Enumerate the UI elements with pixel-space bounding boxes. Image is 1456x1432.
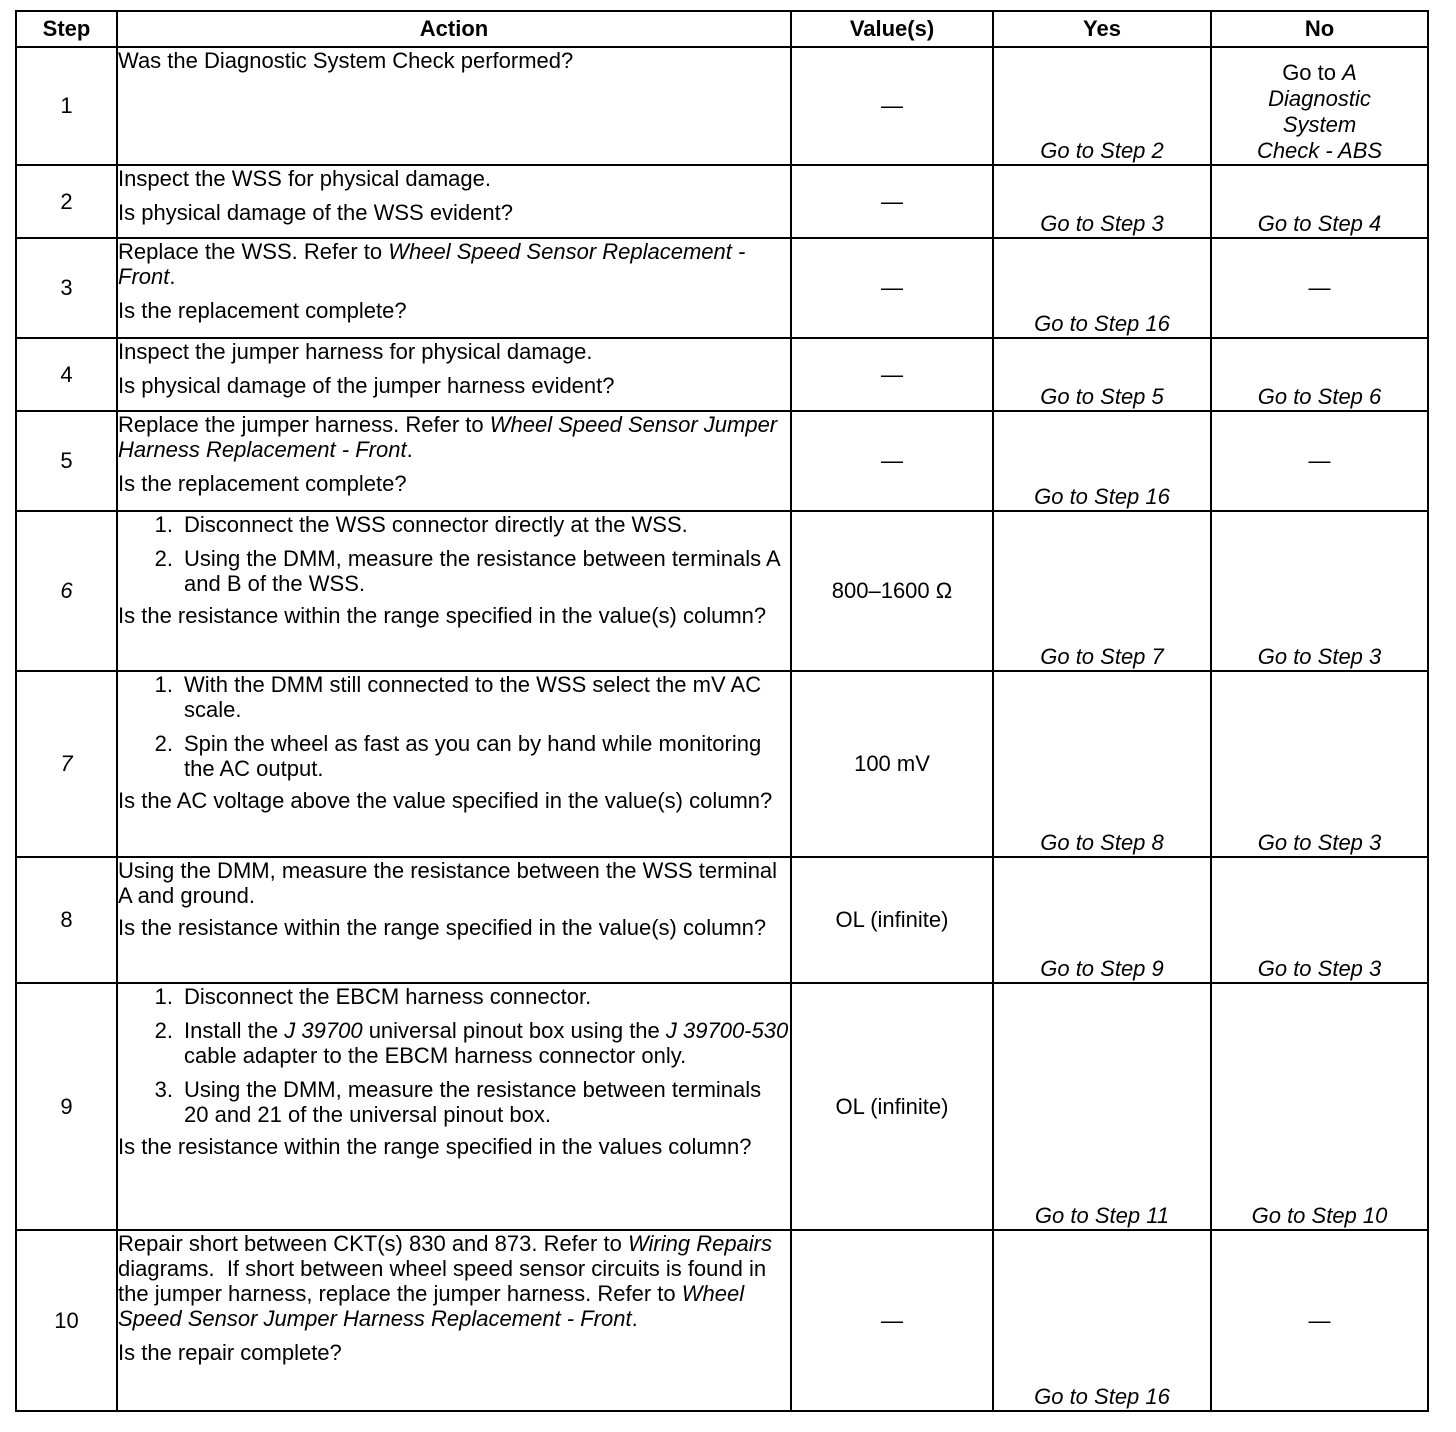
action-instruction: Inspect the WSS for physical damage. <box>118 166 491 191</box>
header-step: Step <box>16 11 117 47</box>
step-item-number: 1. <box>154 512 173 537</box>
no-cell: — <box>1211 1230 1428 1411</box>
step-item-text-part: Install the <box>184 1018 285 1043</box>
table-row <box>16 411 1428 511</box>
action-question: Is physical damage of the WSS evident? <box>118 200 513 225</box>
action-question: Was the Diagnostic System Check performed? <box>118 48 574 73</box>
tool-ref: J 39700 <box>284 1018 363 1043</box>
no-cell: Go to Step 3 <box>1211 857 1428 983</box>
no-text-prefix: Go to <box>1282 60 1343 85</box>
action-steps <box>118 672 790 781</box>
action-step-item <box>118 984 790 1009</box>
yes-cell: Go to Step 7 <box>993 511 1211 671</box>
step-number: 8 <box>16 857 117 983</box>
step-number: 9 <box>16 983 117 1230</box>
table-row <box>16 338 1428 411</box>
value-cell: 800–1600 Ω <box>791 511 993 671</box>
yes-cell: Go to Step 8 <box>993 671 1211 857</box>
table-row <box>16 857 1428 983</box>
step-number: 1 <box>16 47 117 165</box>
no-cell <box>1211 47 1428 165</box>
step-item-number: 1. <box>154 672 173 697</box>
no-ref-line3: System <box>1282 112 1357 137</box>
action-cell <box>117 671 791 857</box>
value-cell: — <box>791 238 993 338</box>
step-number: 3 <box>16 238 117 338</box>
action-question: Is the repair complete? <box>118 1340 342 1365</box>
action-step-item <box>118 512 790 537</box>
no-ref-a: A <box>1342 60 1357 85</box>
no-cell: — <box>1211 411 1428 511</box>
table-row <box>16 238 1428 338</box>
no-ref-line2: Diagnostic <box>1268 86 1371 111</box>
value-cell: 100 mV <box>791 671 993 857</box>
action-steps <box>118 984 790 1127</box>
table-row <box>16 983 1428 1230</box>
reference-link: Wheel Speed Sensor Jumper Harness Replacement - Front <box>118 412 778 462</box>
action-cell <box>117 338 791 411</box>
step-item-text: With the DMM still connected to the WSS select the mV AC scale. <box>184 672 762 722</box>
step-item-text: Disconnect the EBCM harness connector. <box>184 984 592 1009</box>
reference-link: Wheel Speed Sensor Jumper Harness Replacement - Front <box>118 1281 745 1331</box>
action-text: diagrams. If short between wheel speed sensor circuits is found in the jumper harness, replace the jumper harness. Refer to <box>118 1231 779 1306</box>
table-row <box>16 511 1428 671</box>
action-question: Is the resistance within the range specified in the value(s) column? <box>118 915 767 940</box>
yes-cell: Go to Step 16 <box>993 238 1211 338</box>
step-item-text: Spin the wheel as fast as you can by hand while monitoring the AC output. <box>184 731 762 781</box>
step-number: 2 <box>16 165 117 238</box>
step-item-text: Using the DMM, measure the resistance between terminals A and B of the WSS. <box>184 546 780 596</box>
action-instruction <box>118 412 790 462</box>
diagnostic-table <box>15 10 1429 1412</box>
step-item-text-part: universal pinout box using the <box>362 1018 666 1043</box>
step-item-number: 1. <box>154 984 173 1009</box>
action-question: Is the replacement complete? <box>118 471 407 496</box>
header-action: Action <box>117 11 791 47</box>
action-text: Replace the jumper harness. Refer to <box>118 412 490 437</box>
action-question: Is the replacement complete? <box>118 298 407 323</box>
action-instruction: Inspect the jumper harness for physical damage. <box>118 339 593 364</box>
step-item-text: Disconnect the WSS connector directly at the WSS. <box>184 512 688 537</box>
no-cell: Go to Step 4 <box>1211 165 1428 238</box>
value-cell: — <box>791 165 993 238</box>
no-cell: Go to Step 6 <box>1211 338 1428 411</box>
header-no: No <box>1211 11 1428 47</box>
step-item-number: 2. <box>154 1018 173 1043</box>
yes-cell: Go to Step 3 <box>993 165 1211 238</box>
action-question: Is the resistance within the range specified in the values column? <box>118 1134 752 1159</box>
value-cell: — <box>791 47 993 165</box>
no-cell: Go to Step 10 <box>1211 983 1428 1230</box>
action-step-item <box>118 546 790 596</box>
yes-cell: Go to Step 11 <box>993 983 1211 1230</box>
no-cell: Go to Step 3 <box>1211 671 1428 857</box>
action-cell <box>117 511 791 671</box>
action-text: Repair short between CKT(s) 830 and 873. Refer to <box>118 1231 628 1256</box>
step-number: 7 <box>16 671 117 857</box>
no-cell: — <box>1211 238 1428 338</box>
value-cell: — <box>791 338 993 411</box>
action-question: Is physical damage of the jumper harness evident? <box>118 373 615 398</box>
no-ref-line4: Check - ABS <box>1256 138 1383 163</box>
table-row <box>16 165 1428 238</box>
header-yes: Yes <box>993 11 1211 47</box>
action-instruction: Using the DMM, measure the resistance between the WSS terminal A and ground. <box>118 858 778 908</box>
table-row <box>16 1230 1428 1411</box>
header-row <box>16 11 1428 47</box>
yes-cell: Go to Step 16 <box>993 1230 1211 1411</box>
value-cell: OL (infinite) <box>791 857 993 983</box>
action-step-item <box>118 1018 790 1068</box>
reference-link: Wiring Repairs <box>627 1231 773 1256</box>
step-item-number: 2. <box>154 546 173 571</box>
yes-cell: Go to Step 2 <box>993 47 1211 165</box>
action-cell <box>117 47 791 165</box>
step-item-text <box>173 1018 790 1068</box>
step-number: 4 <box>16 338 117 411</box>
action-cell <box>117 1230 791 1411</box>
value-cell: — <box>791 1230 993 1411</box>
header-values: Value(s) <box>791 11 993 47</box>
step-item-text-part: cable adapter to the EBCM harness connector only. <box>184 1043 687 1068</box>
yes-cell: Go to Step 5 <box>993 338 1211 411</box>
table-row <box>16 671 1428 857</box>
action-cell <box>117 411 791 511</box>
action-cell <box>117 238 791 338</box>
action-cell <box>117 165 791 238</box>
step-item-number: 3. <box>154 1077 173 1102</box>
reference-link: Wheel Speed Sensor Replacement - Front <box>118 239 746 289</box>
table-row <box>16 47 1428 165</box>
value-cell: OL (infinite) <box>791 983 993 1230</box>
yes-cell: Go to Step 16 <box>993 411 1211 511</box>
step-item-number: 2. <box>154 731 173 756</box>
no-cell: Go to Step 3 <box>1211 511 1428 671</box>
action-steps <box>118 512 790 596</box>
action-step-item <box>118 672 790 722</box>
action-instruction <box>118 239 790 289</box>
step-number: 6 <box>16 511 117 671</box>
action-cell <box>117 857 791 983</box>
action-instruction <box>118 1231 790 1331</box>
tool-ref: J 39700-530 <box>665 1018 789 1043</box>
action-text: Replace the WSS. Refer to <box>118 239 389 264</box>
yes-cell: Go to Step 9 <box>993 857 1211 983</box>
action-question: Is the resistance within the range specified in the value(s) column? <box>118 603 767 628</box>
action-step-item <box>118 1077 790 1127</box>
step-number: 10 <box>16 1230 117 1411</box>
step-number: 5 <box>16 411 117 511</box>
action-text: . <box>406 437 413 462</box>
action-question: Is the AC voltage above the value specified in the value(s) column? <box>118 788 773 813</box>
action-text: . <box>631 1306 638 1331</box>
value-cell: — <box>791 411 993 511</box>
action-cell <box>117 983 791 1230</box>
action-step-item <box>118 731 790 781</box>
action-text: . <box>169 264 176 289</box>
step-item-text: Using the DMM, measure the resistance between terminals 20 and 21 of the universal pinout box. <box>184 1077 762 1127</box>
